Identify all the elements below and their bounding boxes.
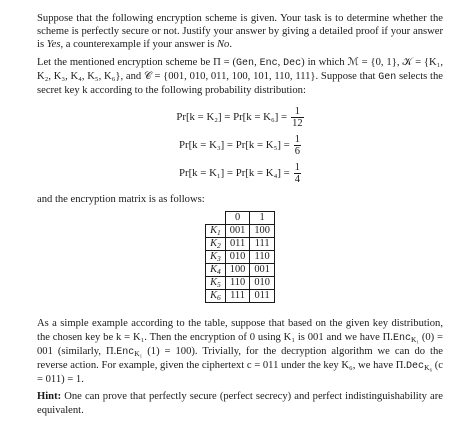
- fraction: [294, 134, 301, 157]
- intro-yes: Yes: [46, 39, 61, 51]
- matrix-header: 1: [250, 212, 275, 225]
- intro-text-3: .: [229, 39, 232, 51]
- matrix-row-key: $K_2$: [206, 238, 226, 251]
- dec-key-subscript: K₆: [424, 363, 433, 373]
- example-text-2: (0) = 001 (similarly, Π.: [37, 331, 443, 357]
- dec-call: Dec: [406, 361, 425, 373]
- equation-lhs: Pr[k = K₂] = Pr[k = K₆] =: [176, 110, 288, 123]
- matrix-row-key: $K_1$: [206, 225, 226, 238]
- equation-row: [176, 103, 303, 131]
- matrix-row: [206, 251, 275, 264]
- matrix-cell: 010: [250, 277, 275, 290]
- encryption-matrix: [205, 211, 275, 303]
- example-text-4: (c = 011) = 1.: [37, 360, 443, 386]
- matrix-cell: 100: [225, 264, 250, 277]
- matrix-row: [206, 225, 275, 238]
- fraction-numerator: 1: [294, 133, 300, 145]
- intro-no: No: [216, 39, 230, 51]
- intro-text-1: Suppose that the following encryption scheme is given. Your task is to determine whether the scheme is perfectly secure or not. Justify your answer by giving a detailed proof if your answer is: [37, 13, 443, 51]
- gen-algorithm: Gen: [236, 57, 255, 69]
- fraction-denominator: 4: [294, 173, 300, 185]
- matrix-corner: [206, 212, 226, 225]
- hint-label: Hint:: [37, 391, 62, 403]
- matrix-cell: 011: [250, 290, 275, 303]
- encryption-matrix-wrap: [37, 211, 443, 303]
- matrix-cell: 111: [225, 290, 250, 303]
- gen-algorithm-ref: Gen: [378, 71, 397, 83]
- enc-key-subscript: K₁: [134, 348, 143, 358]
- matrix-row: [206, 264, 275, 277]
- intro-paragraph: [37, 12, 443, 52]
- enc-algorithm: Enc: [259, 57, 278, 69]
- dec-algorithm: Dec: [283, 57, 302, 69]
- matrix-row-key: $K_3$: [206, 251, 226, 264]
- fraction-numerator: 1: [294, 161, 300, 173]
- scheme-text-3: selects the secret key k according to the following probability distribution:: [37, 70, 443, 97]
- enc-key-subscript: K₁: [410, 334, 419, 344]
- matrix-header: 0: [225, 212, 250, 225]
- matrix-row-key: $K_6$: [206, 290, 226, 303]
- probability-equations: [37, 103, 443, 187]
- equation-lhs: Pr[k = K₃] = Pr[k = K₅] =: [178, 138, 290, 151]
- scheme-paragraph: Let the mentioned encryption scheme be Π = (Gen, Enc, Dec) in which ℳ = {0, 1}, 𝒦 = {K₁, K₂, K₃, K₄, K₅, K₆}, and 𝒞 = {001, 010, 011, 100, 101, 110, 111}. Suppose that Gen selects the secret key k according to the following probability distribution:: [37, 56, 444, 97]
- matrix-cell: 001: [250, 264, 275, 277]
- example-text-1: As a simple example according to the table, suppose that based on the given key distribution, the chosen key be k = K₁. Then the encryption of 0 using K₁ is 001 and we have Π.: [37, 318, 443, 343]
- example-paragraph: [37, 317, 443, 386]
- intro-text-2: , a counterexample if your answer is: [60, 39, 217, 51]
- matrix-row-key: $K_4$: [206, 264, 226, 277]
- enc-call: Enc: [392, 332, 411, 344]
- matrix-cell: 011: [225, 238, 250, 251]
- matrix-row: [206, 277, 275, 290]
- matrix-intro: and the encryption matrix is as follows:: [37, 194, 205, 206]
- matrix-cell: 001: [225, 225, 250, 238]
- matrix-cell: 111: [250, 238, 275, 251]
- matrix-row-key: $K_5$: [206, 277, 226, 290]
- hint-paragraph: [37, 390, 443, 416]
- scheme-text-2: ) in which ℳ = {0, 1}, 𝒦 = {K₁, K₂, K₃, K₄, K₅, K₆}, and 𝒞 = {001, 010, 011, 100, 101, 110, 111}. Suppose that: [37, 56, 444, 82]
- fraction-denominator: 12: [292, 117, 303, 129]
- fraction-denominator: 6: [294, 145, 300, 157]
- problem-page: [37, 12, 443, 417]
- fraction-numerator: 1: [294, 105, 300, 117]
- equation-row: [179, 159, 301, 187]
- matrix-row: [206, 238, 275, 251]
- fraction: [291, 106, 304, 129]
- equation-lhs: Pr[k = K₁] = Pr[k = K₄] =: [178, 166, 290, 179]
- example-text-3: (1) = 100). Trivially, for the decryption algorithm we can do the reverse action. For example, given the ciphertext c = 011 under the key K₆, we have Π.: [37, 345, 443, 372]
- matrix-header-row: [206, 212, 275, 225]
- matrix-cell: 110: [225, 277, 250, 290]
- scheme-text-1: Let the mentioned encryption scheme be Π = (: [37, 56, 237, 68]
- fraction: [294, 162, 301, 185]
- matrix-cell: 110: [250, 251, 275, 264]
- enc-call: Enc: [116, 346, 135, 358]
- matrix-cell: 010: [225, 251, 250, 264]
- hint-text: One can prove that perfectly secure (perfect secrecy) and perfect indistinguishability are equivalent.: [37, 391, 443, 416]
- equation-row: [179, 131, 301, 159]
- matrix-cell: 100: [250, 225, 275, 238]
- matrix-row: [206, 290, 275, 303]
